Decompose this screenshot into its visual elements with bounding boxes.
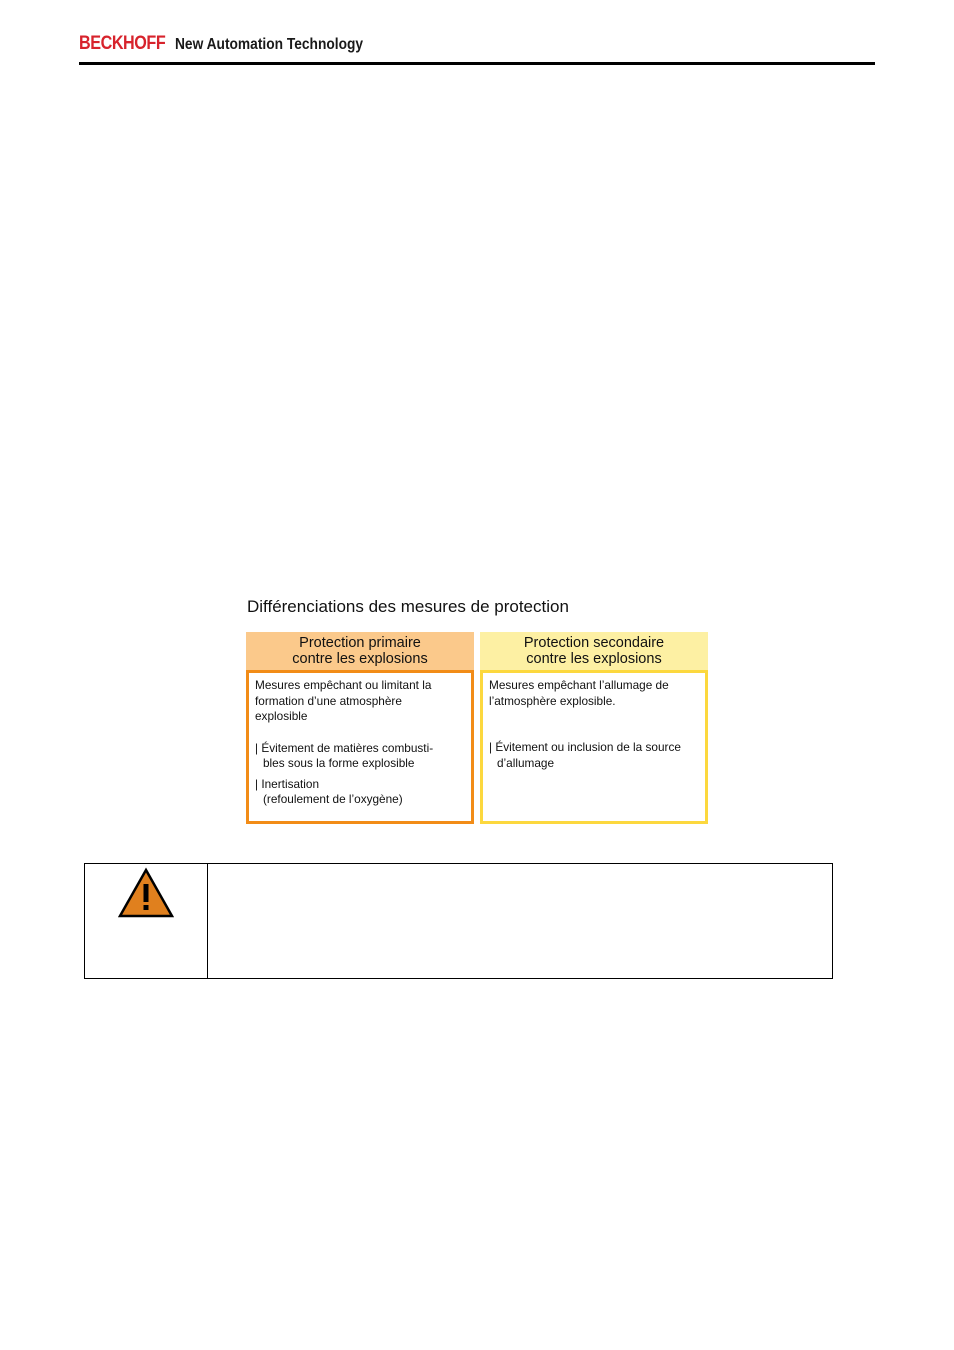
primary-intro — [255, 678, 465, 725]
primary-intro-line: Mesures empêchant ou limitant la — [255, 678, 432, 692]
primary-heading-line2: contre les explosions — [292, 651, 428, 667]
primary-intro-line: explosible — [255, 709, 308, 723]
secondary-intro-line: l’atmosphère explosible. — [489, 693, 616, 708]
secondary-item-ignition — [489, 740, 699, 771]
primary-protection-body — [246, 670, 474, 824]
header-rule — [79, 62, 875, 65]
secondary-protection-body — [480, 670, 708, 824]
secondary-item1-line2: d’allumage — [497, 755, 555, 770]
primary-item1-line1: | Évitement de matières combusti- — [255, 740, 434, 755]
primary-protection-column — [246, 632, 474, 824]
secondary-protection-column — [480, 632, 708, 824]
secondary-protection-heading — [480, 632, 708, 670]
primary-item2-line1: | Inertisation — [255, 776, 320, 791]
secondary-heading-line1: Protection secondaire — [523, 635, 665, 651]
primary-item2-line2: (refoulement de l’oxygène) — [263, 792, 403, 806]
secondary-heading-line2: contre les explosions — [526, 651, 662, 667]
primary-heading-line1: Protection primaire — [299, 635, 421, 651]
page-header — [79, 33, 393, 55]
warning-notice — [84, 863, 833, 979]
brand-logo: BECKHOFF — [79, 33, 166, 54]
warning-triangle-icon — [118, 867, 174, 919]
primary-item-inerting — [255, 777, 465, 808]
primary-item1-line2: bles sous la forme explosible — [263, 756, 415, 770]
diagram-title: Différenciations des mesures de protection — [247, 597, 569, 616]
primary-intro-line: formation d’une atmosphère — [255, 693, 402, 708]
secondary-intro-line: Mesures empêchant l’allumage de — [489, 678, 669, 692]
secondary-intro — [489, 678, 699, 709]
secondary-item1-line1: | Évitement ou inclusion de la source — [489, 740, 681, 754]
primary-item-avoidance — [255, 741, 465, 772]
protection-measures-diagram — [246, 596, 710, 836]
primary-protection-heading — [246, 632, 474, 670]
brand-tagline: New Automation Technology — [174, 36, 363, 53]
warning-divider — [207, 864, 208, 978]
